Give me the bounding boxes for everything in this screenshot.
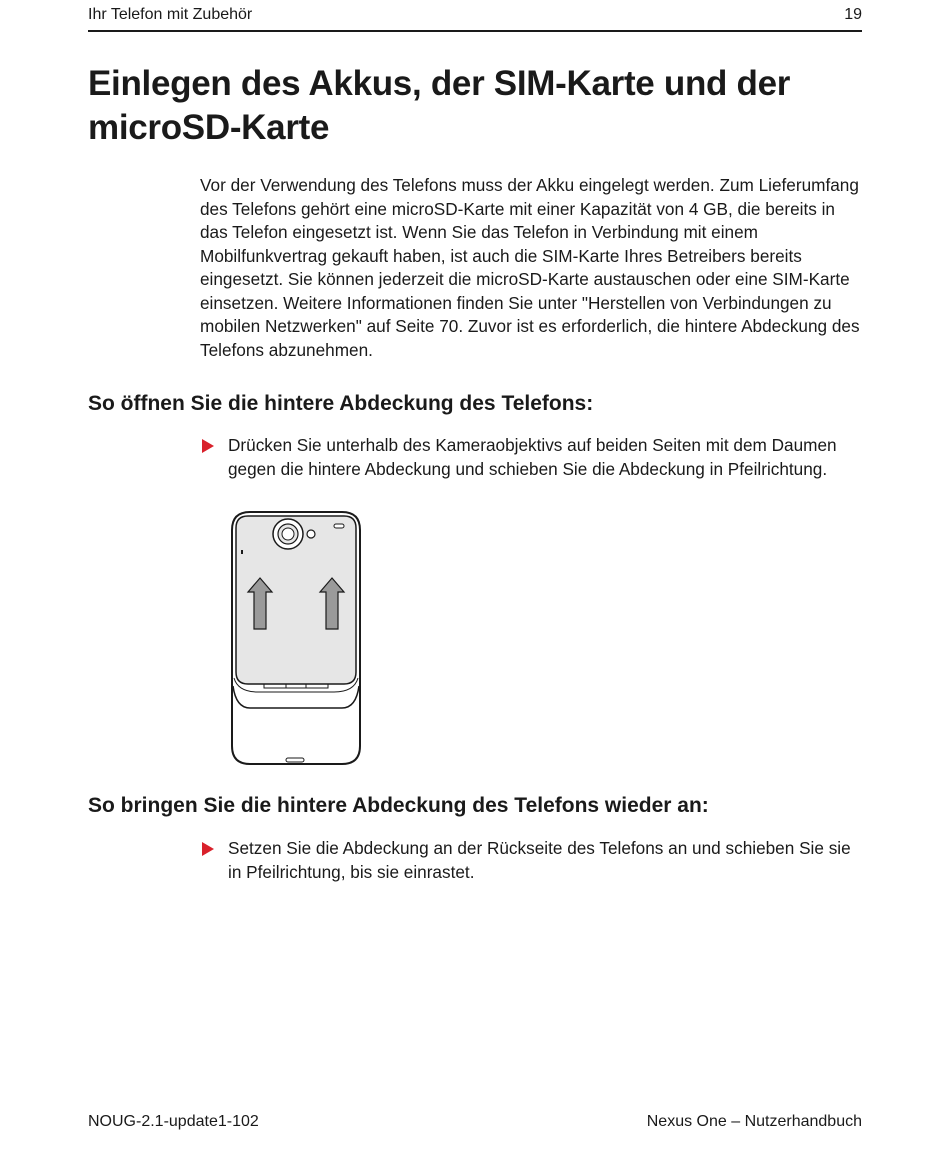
bullet-arrow-icon <box>202 439 214 453</box>
step-text: Setzen Sie die Abdeckung an der Rückseite des Telefons an und schieben Sie sie in Pfeilrichtung, bis sie einrastet. <box>228 838 851 882</box>
page-number: 19 <box>844 6 862 23</box>
section-heading-open-cover: So öffnen Sie die hintere Abdeckung des Telefons: <box>88 392 594 415</box>
intro-paragraph: Vor der Verwendung des Telefons muss der Akku eingelegt werden. Zum Lieferumfang des Telefons gehört eine microSD-Karte mit einer Kapazität von 4 GB, die bereits in das Telefon eingesetzt ist. Wenn Sie das Telefon in Verbindung mit einem Mobilfunkvertrag gekauft haben, ist auch die SIM-Karte Ihres Betreibers bereits eingesetzt. Sie können jederzeit die microSD-Karte austauschen oder eine SIM-Karte einsetzen. Weitere Informationen finden Sie unter "Herstellen von Verbindungen zu mobilen Netzwerken" auf Seite 70. Zuvor ist es erforderlich, die hintere Abdeckung des Telefons abzunehmen. <box>200 175 860 360</box>
phone-back-illustration <box>228 508 364 768</box>
bullet-arrow-icon <box>202 842 214 856</box>
camera-lens-icon <box>273 519 303 549</box>
footer-doc-id: NOUG-2.1-update1-102 <box>88 1113 259 1130</box>
header-section-title: Ihr Telefon mit Zubehör <box>88 6 253 23</box>
section-heading-attach-cover: So bringen Sie die hintere Abdeckung des Telefons wieder an: <box>88 794 709 817</box>
step-text: Drücken Sie unterhalb des Kameraobjektivs auf beiden Seiten mit dem Daumen gegen die hintere Abdeckung und schieben Sie die Abdeckung in Pfeilrichtung. <box>228 435 837 479</box>
footer-doc-title: Nexus One – Nutzerhandbuch <box>646 1113 862 1130</box>
page-title: Einlegen des Akkus, der SIM-Karte und der microSD-Karte <box>88 64 791 147</box>
page-header <box>88 4 862 32</box>
